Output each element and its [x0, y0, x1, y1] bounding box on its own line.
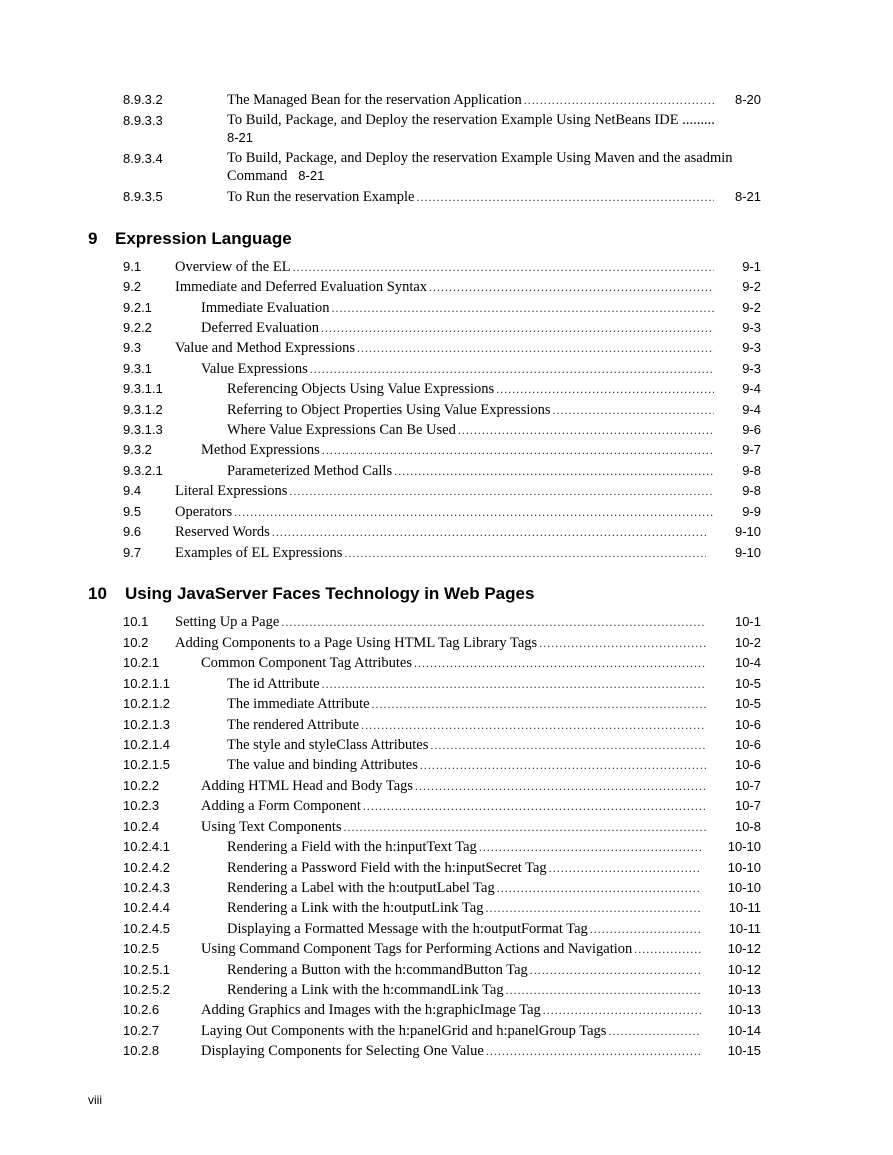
- entry-number: 8.9.3.4: [123, 151, 163, 166]
- entry-line: [201, 1001, 703, 1019]
- dot-leader: [506, 981, 701, 999]
- entry-line: [201, 818, 708, 836]
- entry-title: Using Command Component Tags for Performing Actions and Navigation: [201, 941, 633, 957]
- entry-title: Referring to Object Properties Using Value Expressions: [227, 402, 551, 418]
- entry-title: Overview of the EL: [175, 259, 291, 275]
- entry-line: [201, 1042, 703, 1060]
- toc-entry: [0, 879, 893, 897]
- dot-leader: [414, 654, 706, 672]
- entry-page: 9-9: [742, 504, 761, 519]
- entry-page: 10-12: [727, 962, 761, 977]
- entry-number: 10.2.1.5: [123, 757, 170, 772]
- toc-entry: [0, 899, 893, 917]
- toc-entry: [0, 319, 893, 337]
- entry-page: 10-7: [734, 798, 761, 813]
- toc-entry: [0, 981, 893, 999]
- dot-leader: [272, 523, 706, 541]
- entry-title-wrapped: [227, 112, 757, 147]
- entry-line: [175, 258, 716, 276]
- entry-number: 10.2.4.4: [123, 900, 170, 915]
- entry-number: 10.2.4.1: [123, 839, 170, 854]
- toc-entry: [0, 401, 893, 419]
- entry-line: [227, 716, 708, 734]
- entry-page: 9-10: [734, 524, 761, 539]
- entry-title: The immediate Attribute: [227, 696, 370, 712]
- entry-page: 10-15: [727, 1043, 761, 1058]
- entry-number: 10.1: [123, 614, 149, 629]
- entry-page: 9-8: [742, 463, 761, 478]
- entry-number: 9.7: [123, 545, 142, 560]
- entry-title: Using Text Components: [201, 819, 342, 835]
- entry-number: 9.2: [123, 279, 142, 294]
- dot-leader: [416, 188, 714, 206]
- entry-number: 9.3.1: [123, 361, 152, 376]
- chapter-heading: [88, 584, 534, 604]
- entry-title: Rendering a Label with the h:outputLabel Tag: [227, 880, 495, 896]
- entry-number: 8.9.3.5: [123, 189, 163, 204]
- entry-page: 9-4: [742, 381, 761, 396]
- entry-line: [227, 380, 716, 398]
- entry-page: 10-2: [734, 635, 761, 650]
- toc-entry: [0, 859, 893, 877]
- entry-page: 8-21: [298, 168, 325, 183]
- entry-number: 10.2.5.2: [123, 982, 170, 997]
- entry-page: 10-7: [734, 778, 761, 793]
- entry-line: [227, 675, 708, 693]
- dot-leader: [372, 695, 706, 713]
- entry-page: 9-3: [742, 320, 761, 335]
- dot-leader: [524, 91, 714, 109]
- dot-leader: [539, 634, 706, 652]
- dot-leader: [590, 920, 701, 938]
- entry-line: [227, 91, 716, 109]
- entry-title: Immediate Evaluation: [201, 300, 330, 316]
- entry-page: 9-6: [742, 422, 761, 437]
- entry-title: Literal Expressions: [175, 483, 288, 499]
- toc-entry: [0, 380, 893, 398]
- entry-page: 10-13: [727, 1002, 761, 1017]
- entry-title: The style and styleClass Attributes: [227, 737, 429, 753]
- entry-title: Reserved Words: [175, 524, 270, 540]
- entry-title: Examples of EL Expressions: [175, 545, 343, 561]
- toc-entry: [0, 441, 893, 459]
- toc-entry: [0, 188, 893, 206]
- dot-leader: [321, 319, 714, 337]
- entry-page: 10-12: [727, 941, 761, 956]
- dot-leader: [608, 1022, 701, 1040]
- toc-entry: [0, 1022, 893, 1040]
- entry-title: Parameterized Method Calls: [227, 463, 393, 479]
- entry-title: The Managed Bean for the reservation Application: [227, 92, 522, 108]
- entry-title: Rendering a Link with the h:outputLink Tag: [227, 900, 484, 916]
- entry-number: 9.5: [123, 504, 142, 519]
- toc-entry: [0, 258, 893, 276]
- entry-number: 10.2.8: [123, 1043, 160, 1058]
- entry-line: [201, 940, 703, 958]
- entry-title: Adding Graphics and Images with the h:graphicImage Tag: [201, 1002, 541, 1018]
- toc-entry: [0, 920, 893, 938]
- entry-page: 8-21: [227, 130, 254, 145]
- chapter-number: 10: [88, 584, 107, 603]
- dot-leader: [357, 339, 714, 357]
- entry-line: [227, 756, 708, 774]
- entry-line: [201, 1022, 703, 1040]
- toc-entry: [0, 421, 893, 439]
- entry-page: 9-10: [734, 545, 761, 560]
- dot-leader: [530, 961, 701, 979]
- chapter-title: Using JavaServer Faces Technology in Web Pages: [125, 584, 535, 603]
- entry-number: 8.9.3.2: [123, 92, 163, 107]
- entry-number: 9.3.1.3: [123, 422, 163, 437]
- toc-entry: [0, 675, 893, 693]
- toc-entry: [0, 777, 893, 795]
- entry-number: 10.2.1.1: [123, 676, 170, 691]
- entry-number: 10.2.4: [123, 819, 160, 834]
- entry-line: [227, 920, 703, 938]
- dot-leader: [458, 421, 714, 439]
- dot-leader: [543, 1001, 701, 1019]
- chapter-number: 9: [88, 229, 98, 248]
- toc-entry: [0, 634, 893, 652]
- entry-line: [201, 360, 716, 378]
- toc-entry: [0, 756, 893, 774]
- toc-entry: [0, 1042, 893, 1060]
- entry-number: 10.2.1.4: [123, 737, 170, 752]
- dot-leader: [361, 716, 706, 734]
- entry-title: The value and binding Attributes: [227, 757, 418, 773]
- entry-line: [175, 613, 708, 631]
- chapter-heading: [88, 229, 292, 249]
- entry-line: [175, 278, 716, 296]
- toc-entry: [0, 462, 893, 480]
- dot-leader: [322, 441, 714, 459]
- entry-page: 9-2: [742, 279, 761, 294]
- entry-page: 9-2: [742, 300, 761, 315]
- toc-entry: [0, 299, 893, 317]
- entry-title: Value and Method Expressions: [175, 340, 356, 356]
- entry-number: 10.2.4.2: [123, 860, 170, 875]
- entry-line: [175, 634, 708, 652]
- entry-number: 10.2.4.3: [123, 880, 170, 895]
- dot-leader: [363, 797, 706, 815]
- entry-title: Operators: [175, 504, 233, 520]
- entry-title: To Run the reservation Example: [227, 189, 415, 205]
- entry-number: 9.4: [123, 483, 142, 498]
- toc-entry: [0, 818, 893, 836]
- toc-entry: [0, 736, 893, 754]
- entry-page: 10-10: [727, 860, 761, 875]
- entry-number: 10.2.1: [123, 655, 160, 670]
- entry-number: 10.2.3: [123, 798, 160, 813]
- entry-page: 9-3: [742, 361, 761, 376]
- entry-title: Value Expressions: [201, 361, 308, 377]
- entry-number: 10.2.7: [123, 1023, 160, 1038]
- entry-title: Rendering a Link with the h:commandLink Tag: [227, 982, 504, 998]
- dot-leader: [553, 401, 714, 419]
- entry-title: Displaying Components for Selecting One Value: [201, 1043, 484, 1059]
- entry-page: 10-13: [727, 982, 761, 997]
- entry-line: [201, 777, 708, 795]
- entry-number: 9.6: [123, 524, 142, 539]
- entry-line: [201, 299, 716, 317]
- toc-entry: [0, 1001, 893, 1019]
- entry-page: 10-14: [727, 1023, 761, 1038]
- dot-leader: [634, 940, 701, 958]
- entry-number: 10.2: [123, 635, 149, 650]
- toc-entry: [0, 91, 893, 109]
- entry-title: Method Expressions: [201, 442, 320, 458]
- entry-line: [227, 899, 703, 917]
- toc-entry: [0, 838, 893, 856]
- dot-leader: [497, 879, 701, 897]
- entry-line: [227, 981, 703, 999]
- toc-entry: [0, 523, 893, 541]
- entry-page: 10-6: [734, 757, 761, 772]
- entry-number: 10.2.1.3: [123, 717, 170, 732]
- entry-page: 10-11: [728, 900, 761, 915]
- toc-entry: [0, 613, 893, 631]
- entry-page: 9-8: [742, 483, 761, 498]
- entry-page: 8-20: [734, 92, 761, 107]
- entry-number: 10.2.5.1: [123, 962, 170, 977]
- entry-line: [227, 736, 708, 754]
- entry-line: [227, 838, 703, 856]
- entry-title: Adding HTML Head and Body Tags: [201, 778, 414, 794]
- entry-number: 9.3.1.2: [123, 402, 163, 417]
- entry-line: [175, 503, 716, 521]
- entry-page: 10-4: [734, 655, 761, 670]
- entry-page: 8-21: [734, 189, 761, 204]
- dot-leader: [344, 818, 707, 836]
- entry-title: Common Component Tag Attributes: [201, 655, 412, 671]
- entry-title: Rendering a Field with the h:inputText Tag: [227, 839, 477, 855]
- entry-number: 9.3: [123, 340, 142, 355]
- entry-number: 10.2.6: [123, 1002, 160, 1017]
- entry-title: Setting Up a Page: [175, 614, 280, 630]
- entry-line: [175, 544, 708, 562]
- toc-entry: [0, 339, 893, 357]
- entry-title: Displaying a Formatted Message with the h:outputFormat Tag: [227, 921, 588, 937]
- dot-leader: [344, 544, 706, 562]
- entry-number: 9.2.1: [123, 300, 152, 315]
- entry-line: [201, 654, 708, 672]
- page-number-footer: viii: [88, 1093, 102, 1107]
- toc-entry: [0, 482, 893, 500]
- entry-title: Where Value Expressions Can Be Used: [227, 422, 456, 438]
- entry-title: Rendering a Password Field with the h:inputSecret Tag: [227, 860, 547, 876]
- entry-number: 9.2.2: [123, 320, 152, 335]
- entry-line: [227, 421, 716, 439]
- entry-number: 9.3.1.1: [123, 381, 163, 396]
- entry-title: To Build, Package, and Deploy the reservation Example Using Maven and the asadmin Command: [227, 150, 733, 184]
- entry-line: [227, 859, 703, 877]
- dot-leader: [429, 278, 714, 296]
- entry-page: 10-10: [727, 880, 761, 895]
- entry-page: 9-3: [742, 340, 761, 355]
- dot-leader: [430, 736, 706, 754]
- entry-page: 10-6: [734, 737, 761, 752]
- toc-entry: [0, 544, 893, 562]
- entry-page: 10-1: [734, 614, 761, 629]
- entry-page: 10-10: [727, 839, 761, 854]
- toc-entry: [0, 716, 893, 734]
- entry-title: The id Attribute: [227, 676, 320, 692]
- entry-line: [227, 961, 703, 979]
- dot-leader: [420, 756, 706, 774]
- entry-line: [175, 523, 708, 541]
- entry-page: 10-6: [734, 717, 761, 732]
- entry-number: 10.2.4.5: [123, 921, 170, 936]
- entry-number: 9.3.2: [123, 442, 152, 457]
- entry-title-wrapped: [227, 150, 747, 185]
- dot-leader: [486, 1042, 701, 1060]
- toc-entry: [0, 797, 893, 815]
- entry-number: 10.2.2: [123, 778, 160, 793]
- dot-leader: [322, 675, 706, 693]
- toc-entry: [0, 940, 893, 958]
- entry-line: [227, 879, 703, 897]
- dot-leader: [289, 482, 714, 500]
- dot-leader: [549, 859, 701, 877]
- toc-entry: [0, 654, 893, 672]
- toc-entry: [0, 695, 893, 713]
- dot-leader: [310, 360, 714, 378]
- entry-line: [201, 441, 716, 459]
- entry-line: [227, 462, 716, 480]
- toc-entry: [0, 961, 893, 979]
- dot-leader: [331, 299, 714, 317]
- toc-entry: [0, 360, 893, 378]
- entry-line: [175, 339, 716, 357]
- entry-number: 9.1: [123, 259, 142, 274]
- entry-page: 10-8: [734, 819, 761, 834]
- entry-line: [227, 188, 716, 206]
- entry-page: 9-1: [742, 259, 761, 274]
- dot-leader: [281, 613, 706, 631]
- dot-leader: [485, 899, 701, 917]
- entry-title: Rendering a Button with the h:commandButton Tag: [227, 962, 528, 978]
- entry-line: [227, 695, 708, 713]
- dot-leader: [394, 462, 714, 480]
- dot-leader: [479, 838, 701, 856]
- entry-title: The rendered Attribute: [227, 717, 360, 733]
- entry-title: To Build, Package, and Deploy the reservation Example Using NetBeans IDE .........: [227, 112, 715, 128]
- entry-number: 9.3.2.1: [123, 463, 163, 478]
- entry-page: 10-5: [734, 676, 761, 691]
- entry-page: 10-5: [734, 696, 761, 711]
- dot-leader: [415, 777, 706, 795]
- entry-page: 9-7: [742, 442, 761, 457]
- entry-title: Deferred Evaluation: [201, 320, 319, 336]
- entry-page: 9-4: [742, 402, 761, 417]
- entry-title: Immediate and Deferred Evaluation Syntax: [175, 279, 428, 295]
- entry-number: 8.9.3.3: [123, 113, 163, 128]
- entry-page: 10-11: [728, 921, 761, 936]
- dot-leader: [234, 503, 714, 521]
- entry-number: 10.2.1.2: [123, 696, 170, 711]
- dot-leader: [293, 258, 714, 276]
- toc-entry: [0, 278, 893, 296]
- toc-entry: [0, 503, 893, 521]
- entry-title: Laying Out Components with the h:panelGrid and h:panelGroup Tags: [201, 1023, 607, 1039]
- entry-number: 10.2.5: [123, 941, 160, 956]
- entry-title: Referencing Objects Using Value Expressions: [227, 381, 495, 397]
- entry-line: [175, 482, 716, 500]
- entry-title: Adding Components to a Page Using HTML Tag Library Tags: [175, 635, 538, 651]
- chapter-title: Expression Language: [115, 229, 292, 248]
- entry-line: [227, 401, 716, 419]
- entry-line: [201, 797, 708, 815]
- entry-line: [201, 319, 716, 337]
- dot-leader: [496, 380, 714, 398]
- entry-title: Adding a Form Component: [201, 798, 361, 814]
